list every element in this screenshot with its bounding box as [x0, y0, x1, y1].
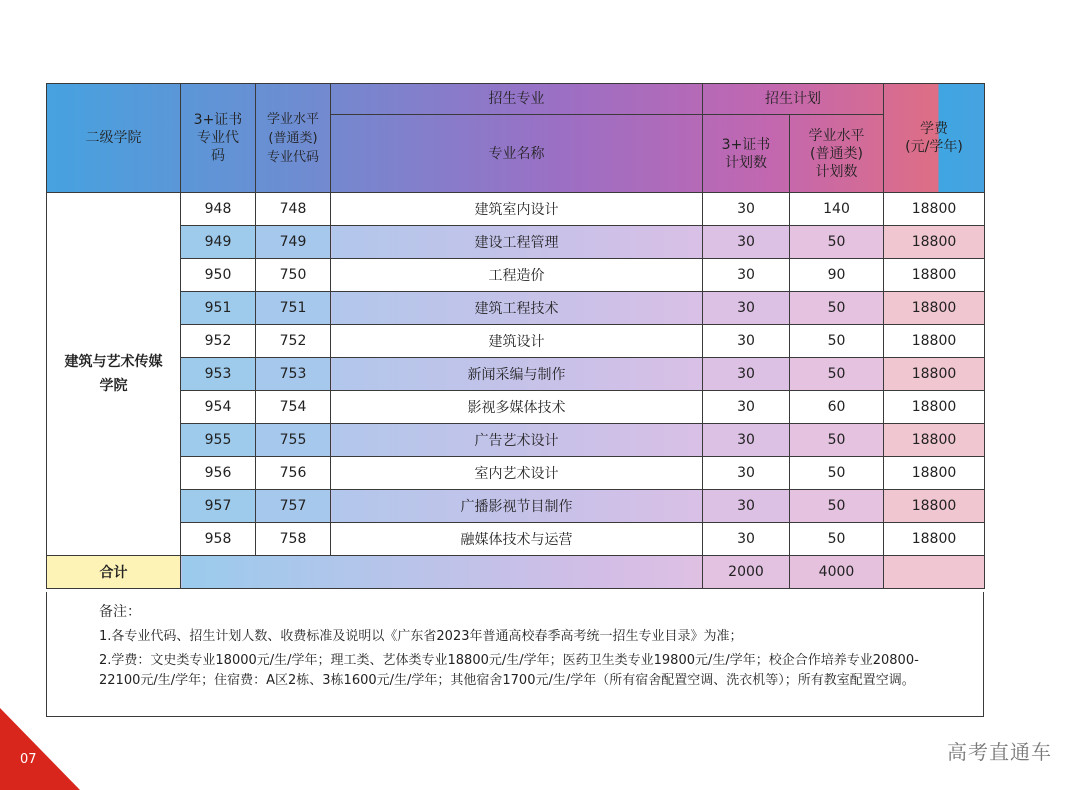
table-row: [47, 490, 985, 523]
college-name: 建筑与艺术传媒 学院: [47, 193, 181, 556]
tuition-cell: 18800: [884, 391, 985, 424]
header-plan-level: 学业水平 (普通类) 计划数: [790, 115, 884, 193]
code-level-cell: 748: [256, 193, 331, 226]
code-cert-cell: 954: [181, 391, 256, 424]
enrollment-table: [46, 83, 985, 589]
header-major-group: 招生专业: [331, 84, 703, 115]
tuition-cell: 18800: [884, 490, 985, 523]
page-number: 07: [20, 752, 37, 767]
plan-cert-cell: 30: [703, 193, 790, 226]
header-code-cert: 3+证书 专业代 码: [181, 84, 256, 193]
header-college: 二级学院: [47, 84, 181, 193]
code-level-cell: 758: [256, 523, 331, 556]
code-cert-cell: 956: [181, 457, 256, 490]
header-code-level: 学业水平 (普通类) 专业代码: [256, 84, 331, 193]
header-tuition: 学费 (元/学年): [884, 84, 985, 193]
code-level-cell: 754: [256, 391, 331, 424]
code-level-cell: 751: [256, 292, 331, 325]
tuition-cell: 18800: [884, 259, 985, 292]
brand-watermark: 高考直通车: [947, 740, 1052, 764]
tuition-cell: 18800: [884, 457, 985, 490]
notes-title: 备注：: [99, 604, 141, 620]
major-name-cell: 建筑设计: [331, 325, 703, 358]
header-plan-cert: 3+证书 计划数: [703, 115, 790, 193]
table-row: [47, 292, 985, 325]
header-row-1: [47, 84, 985, 115]
plan-level-cell: 50: [790, 226, 884, 259]
code-cert-cell: 958: [181, 523, 256, 556]
table-row: [47, 193, 985, 226]
code-cert-cell: 950: [181, 259, 256, 292]
plan-level-cell: 140: [790, 193, 884, 226]
plan-level-cell: 50: [790, 490, 884, 523]
total-blank: [181, 556, 703, 589]
table-row: [47, 424, 985, 457]
table-row: [47, 391, 985, 424]
major-name-cell: 广播影视节目制作: [331, 490, 703, 523]
table-row: [47, 358, 985, 391]
major-name-cell: 建筑室内设计: [331, 193, 703, 226]
plan-cert-cell: 30: [703, 391, 790, 424]
code-cert-cell: 953: [181, 358, 256, 391]
tuition-cell: 18800: [884, 424, 985, 457]
code-cert-cell: 948: [181, 193, 256, 226]
code-cert-cell: 949: [181, 226, 256, 259]
total-plan-cert: 2000: [703, 556, 790, 589]
code-cert-cell: 957: [181, 490, 256, 523]
page-corner-decoration: [0, 708, 80, 790]
tuition-cell: 18800: [884, 193, 985, 226]
plan-level-cell: 50: [790, 325, 884, 358]
tuition-cell: 18800: [884, 325, 985, 358]
table-row: [47, 259, 985, 292]
plan-level-cell: 50: [790, 523, 884, 556]
major-name-cell: 建设工程管理: [331, 226, 703, 259]
plan-cert-cell: 30: [703, 490, 790, 523]
plan-cert-cell: 30: [703, 457, 790, 490]
major-name-cell: 新闻采编与制作: [331, 358, 703, 391]
code-level-cell: 755: [256, 424, 331, 457]
code-cert-cell: 955: [181, 424, 256, 457]
tuition-cell: 18800: [884, 292, 985, 325]
total-row: [47, 556, 985, 589]
tuition-cell: 18800: [884, 523, 985, 556]
code-level-cell: 752: [256, 325, 331, 358]
plan-level-cell: 60: [790, 391, 884, 424]
major-name-cell: 广告艺术设计: [331, 424, 703, 457]
plan-cert-cell: 30: [703, 226, 790, 259]
code-cert-cell: 951: [181, 292, 256, 325]
total-label: 合计: [47, 556, 181, 589]
total-plan-level: 4000: [790, 556, 884, 589]
plan-cert-cell: 30: [703, 259, 790, 292]
notes-line-2: 2.学费：文史类专业18000元/生/学年；理工类、艺体类专业18800元/生/学年；医药卫生类专业19800元/生/学年；校企合作培养专业20800-22100元/生/学年；住宿费：A区2栋、3栋1600元/生/学年；其他宿舍1700元/生/学年（所有宿舍配置空调、洗衣机等）；所有教室配置空调。: [99, 653, 919, 688]
header-plan-group: 招生计划: [703, 84, 884, 115]
total-tuition-blank: [884, 556, 985, 589]
code-level-cell: 750: [256, 259, 331, 292]
notes-box: [46, 592, 984, 717]
code-level-cell: 757: [256, 490, 331, 523]
major-name-cell: 影视多媒体技术: [331, 391, 703, 424]
header-major-name: 专业名称: [331, 115, 703, 193]
code-level-cell: 749: [256, 226, 331, 259]
plan-level-cell: 90: [790, 259, 884, 292]
tuition-cell: 18800: [884, 358, 985, 391]
plan-cert-cell: 30: [703, 523, 790, 556]
plan-level-cell: 50: [790, 424, 884, 457]
major-name-cell: 室内艺术设计: [331, 457, 703, 490]
tuition-cell: 18800: [884, 226, 985, 259]
table-row: [47, 457, 985, 490]
table-row: [47, 523, 985, 556]
major-name-cell: 工程造价: [331, 259, 703, 292]
plan-cert-cell: 30: [703, 325, 790, 358]
plan-cert-cell: 30: [703, 358, 790, 391]
plan-level-cell: 50: [790, 457, 884, 490]
plan-cert-cell: 30: [703, 292, 790, 325]
code-level-cell: 756: [256, 457, 331, 490]
code-level-cell: 753: [256, 358, 331, 391]
plan-level-cell: 50: [790, 358, 884, 391]
plan-level-cell: 50: [790, 292, 884, 325]
code-cert-cell: 952: [181, 325, 256, 358]
table-row: [47, 325, 985, 358]
plan-cert-cell: 30: [703, 424, 790, 457]
major-name-cell: 建筑工程技术: [331, 292, 703, 325]
notes-line-1: 1.各专业代码、招生计划人数、收费标准及说明以《广东省2023年普通高校春季高考统一招生专业目录》为准；: [99, 629, 743, 644]
table-row: [47, 226, 985, 259]
major-name-cell: 融媒体技术与运营: [331, 523, 703, 556]
